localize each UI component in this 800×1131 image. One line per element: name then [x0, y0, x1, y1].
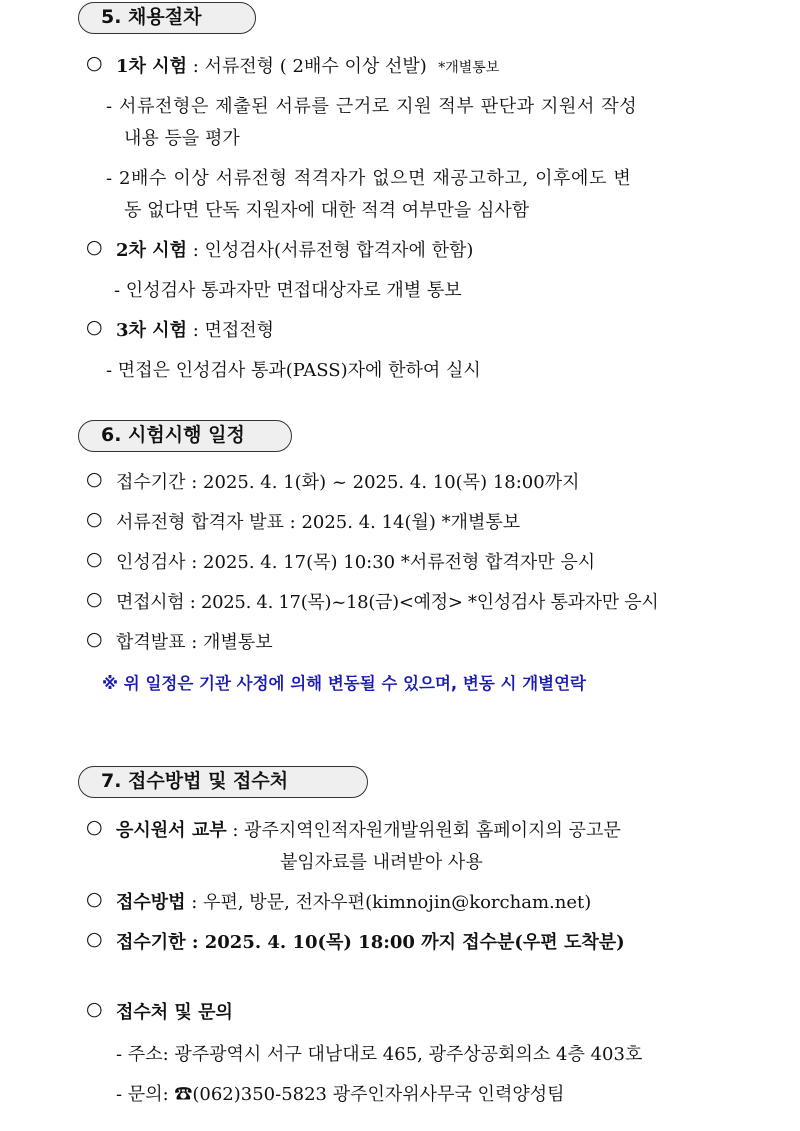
- bullet: ○: [86, 588, 103, 610]
- deadline-label: 접수기한: [116, 932, 186, 953]
- bullet: ○: [86, 628, 103, 650]
- bullet: ○: [86, 816, 103, 838]
- step-1-detail-2a: - 2배수 이상 서류전형 적격자가 없으면 재공고하고, 이후에도 변: [106, 168, 632, 189]
- section-5-heading: 5. 채용절차: [78, 2, 256, 34]
- apply-form-text-2: 붙임자료를 내려받아 사용: [280, 852, 483, 873]
- step-1-detail-2b: 동 없다면 단독 지원자에 대한 적격 여부만을 심사함: [124, 200, 530, 221]
- deadline-text: : 2025. 4. 10(목) 18:00 까지 접수분(우편 도착분): [191, 932, 625, 953]
- document-page: 5. 채용절차 ○ 1차 시험 : 서류전형 ( 2배수 이상 선발) *개별통보 - 서류전형은 제출된 서류를 근거로 지원 적부 판단과 지원서 작성 내용 등을 평가 - 2배수 이상 서류전형 적격자가 없으면 재공고하고, 이후에도 변 동 없다면 단독 지원자에 대한 적격 여부만을 심사함 ○ 2차 시험 : 인성검사(서류전형 합격자에 한함) - 인성검사 통과자만 면접대상자로 개별 통보 ○ 3차 시험 : 면접전형 - 면접은 인성검사 통과(PASS)자에 한하여 실시 6. 시험시행 일정 ○ 접수기간 : 2025. 4. 1(화) ~ 2025. 4. 10(목) 18:00까지 ○ 서류전형 합격자 발표 : 2025. 4. 14(월) *개별통보 ○ 인성검사 : 2025. 4. 17(목) 10:30 *서류전형 합격자만 응시 ○ 면접시험 : 2025. 4. 17(목)~18(금)<예정> *인성검사 통과자만 응시 ○ 합격발표 : 개별통보 ※ 위 일정은 기관 사정에 의해 변동될 수 있으며, 변동 시 개별연락 7. 접수방법 및 접수처 ○ 응시원서 교부 : 광주지역인적자원개발위원회 홈페이지의 공고문 붙임자료를 내려받아 사용 ○ 접수방법 : 우편, 방문, 전자우편(kimnojin@korcham.net) ○ 접수기한 : 2025. 4. 10(목) 18:00 까지 접수분(우편 도착분) ○ 접수처 및 문의 - 주소: 광주광역시 서구 대남대로 465, 광주상공회의소 4층 403호 - 문의: ☎(062)350-5823 광주인자위사무국 인력양성팀: [0, 0, 800, 1131]
- step-2-text: : 인성검사(서류전형 합격자에 한함): [192, 240, 474, 261]
- bullet: ○: [86, 508, 103, 530]
- step-3-text: : 면접전형: [192, 320, 275, 341]
- contact-label: 접수처 및 문의: [116, 1002, 233, 1023]
- apply-form-text: : 광주지역인적자원개발위원회 홈페이지의 공고문: [232, 820, 621, 841]
- bullet: ○: [86, 548, 103, 570]
- step-3-label: 3차 시험: [116, 320, 187, 341]
- bullet: ○: [86, 236, 103, 258]
- step-2-label: 2차 시험: [116, 240, 187, 261]
- bullet: ○: [86, 468, 103, 490]
- method-label: 접수방법: [116, 892, 186, 913]
- bullet: ○: [86, 316, 103, 338]
- step-3-detail: - 면접은 인성검사 통과(PASS)자에 한하여 실시: [106, 360, 481, 381]
- method-text: : 우편, 방문, 전자우편(kimnojin@korcham.net): [191, 892, 592, 913]
- step-1-detail-1a: - 서류전형은 제출된 서류를 근거로 지원 적부 판단과 지원서 작성: [106, 96, 638, 117]
- schedule-notice: ※ 위 일정은 기관 사정에 의해 변동될 수 있으며, 변동 시 개별연락: [102, 674, 586, 693]
- bullet: ○: [86, 928, 103, 950]
- step-1-label: 1차 시험: [116, 56, 187, 77]
- step-1-text: : 서류전형 ( 2배수 이상 선발): [192, 56, 427, 77]
- step-1-note: *개별통보: [438, 60, 500, 76]
- bullet: ○: [86, 998, 103, 1020]
- apply-form-label: 응시원서 교부: [116, 820, 227, 841]
- section-6-heading: 6. 시험시행 일정: [78, 420, 292, 452]
- section-7-heading: 7. 접수방법 및 접수처: [78, 766, 368, 798]
- contact-address: - 주소: 광주광역시 서구 대남대로 465, 광주상공회의소 4층 403호: [116, 1044, 643, 1065]
- step-2-detail: - 인성검사 통과자만 면접대상자로 개별 통보: [114, 280, 462, 301]
- bullet: ○: [86, 52, 103, 74]
- bullet: ○: [86, 888, 103, 910]
- contact-phone: - 문의: ☎(062)350-5823 광주인자위사무국 인력양성팀: [116, 1084, 565, 1105]
- step-1-detail-1b: 내용 등을 평가: [124, 128, 240, 149]
